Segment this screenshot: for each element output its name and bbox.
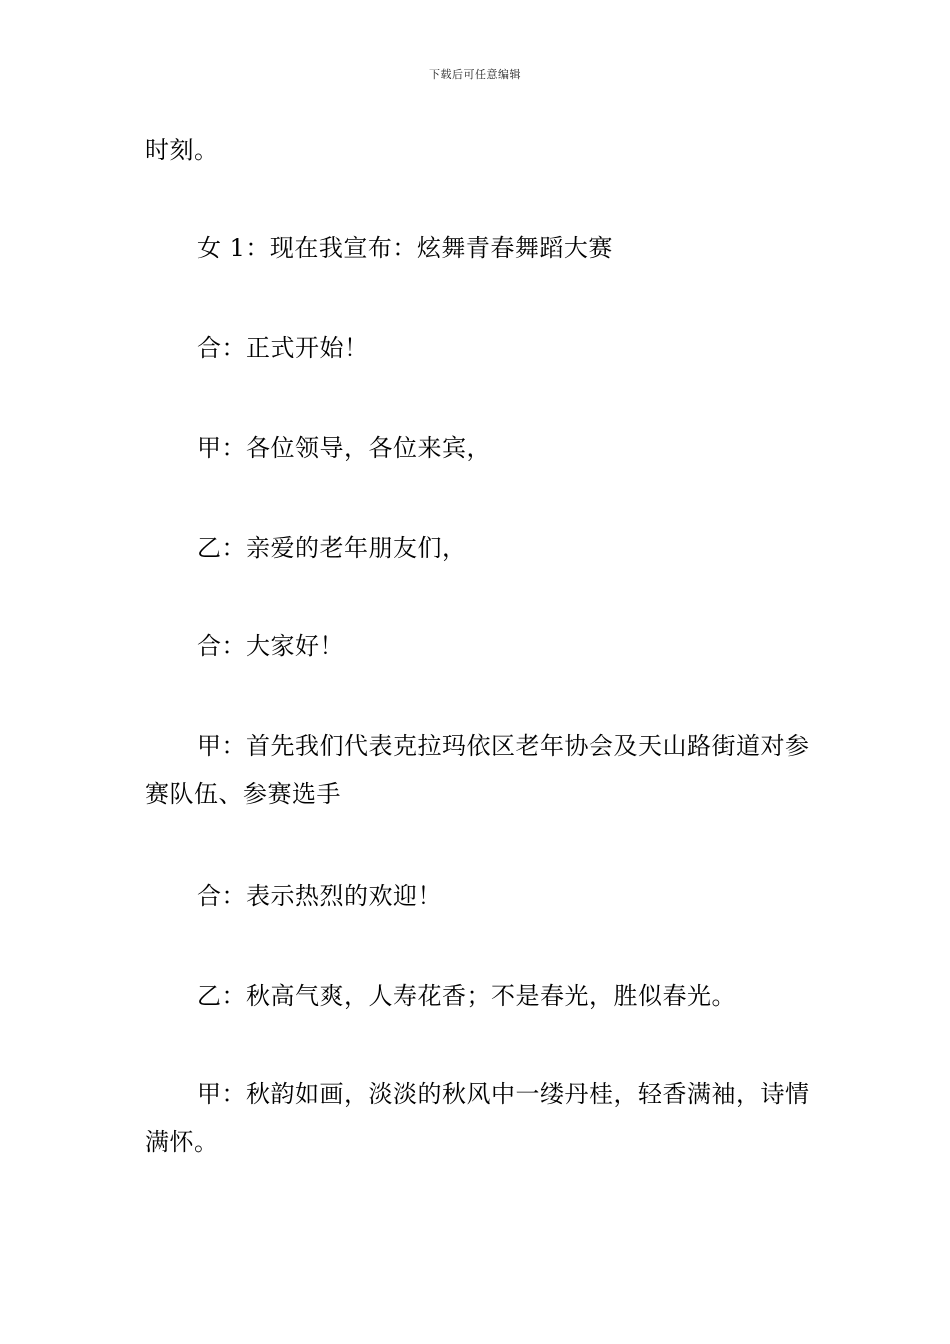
paragraph-line: 女 1：现在我宣布：炫舞青春舞蹈大赛 — [197, 234, 613, 262]
header-note: 下载后可任意编辑 — [429, 68, 521, 81]
paragraph-line: 合：正式开始！ — [197, 334, 369, 362]
paragraph-line: 乙：亲爱的老年朋友们， — [197, 534, 467, 562]
paragraph-line: 甲：首先我们代表克拉玛依区老年协会及天山路街道对参赛队伍、参赛选手 — [145, 732, 810, 808]
paragraph-line: 乙：秋高气爽，人寿花香；不是春光，胜似春光。 — [197, 982, 736, 1010]
paragraph-line: 甲：各位领导，各位来宾， — [197, 434, 491, 462]
paragraph-line: 甲：秋韵如画，淡淡的秋风中一缕丹桂，轻香满袖，诗情满怀。 — [145, 1080, 810, 1156]
paragraph-line: 合：表示热烈的欢迎！ — [197, 882, 442, 910]
paragraph-line: 合：大家好！ — [197, 632, 344, 660]
paragraph-continuation: 时刻。 — [145, 136, 219, 164]
